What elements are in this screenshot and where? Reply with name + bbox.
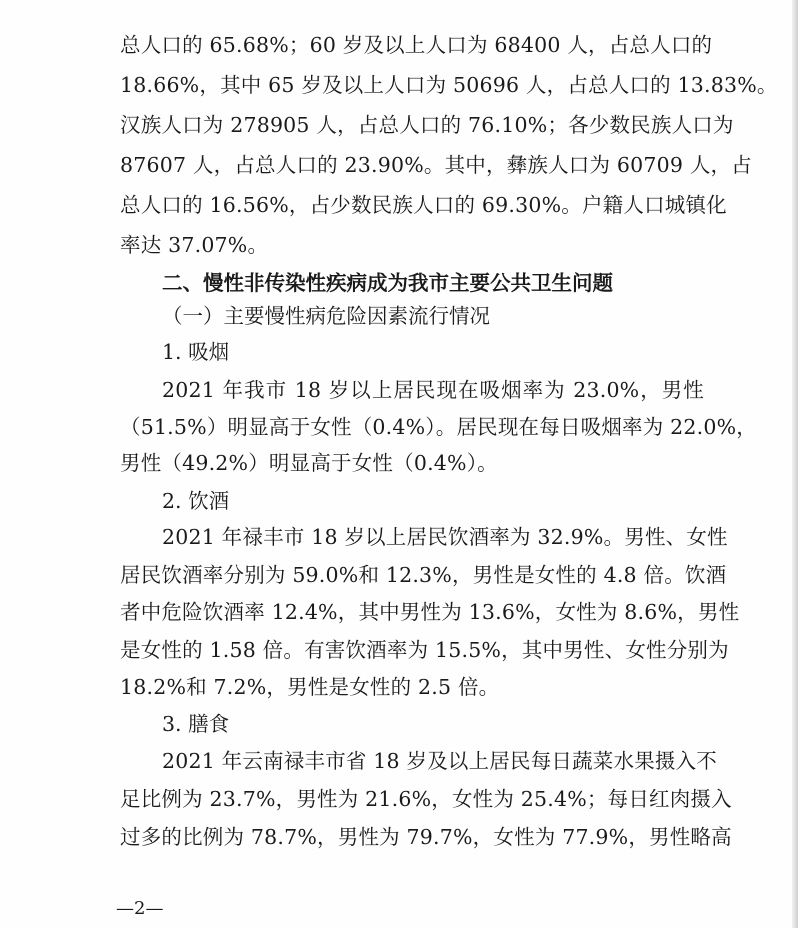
text-line: 2021 年我市 18 岁以上居民现在吸烟率为 23.0%，男性 [162, 378, 704, 402]
text-line: 者中危险饮酒率 12.4%，其中男性为 13.6%，女性为 8.6%，男性 [120, 600, 740, 624]
text-line: 18.66%，其中 65 岁及以上人口为 50696 人，占总人口的 13.83%。 [120, 73, 778, 97]
item-title-drinking: 2. 饮酒 [162, 489, 230, 513]
text-line: 汉族人口为 278905 人，占总人口的 76.10%；各少数民族人口为 [120, 113, 734, 137]
section-heading: 二、慢性非传染性疾病成为我市主要公共卫生问题 [162, 271, 613, 295]
text-line: 总人口的 16.56%，占少数民族人口的 69.30%。户籍人口城镇化 [120, 193, 727, 217]
text-line: 2021 年云南禄丰市省 18 岁及以上居民每日蔬菜水果摄入不 [162, 749, 718, 773]
text-line: 总人口的 65.68%；60 岁及以上人口为 68400 人，占总人口的 [120, 33, 713, 57]
item-title-diet: 3. 膳食 [162, 712, 230, 736]
text-line: 18.2%和 7.2%，男性是女性的 2.5 倍。 [120, 675, 500, 699]
subsection-heading: （一）主要慢性病危险因素流行情况 [162, 304, 490, 328]
text-line: 过多的比例为 78.7%，男性为 79.7%，女性为 77.9%，男性略高 [120, 825, 732, 849]
text-line: 87607 人，占总人口的 23.90%。其中，彝族人口为 60709 人，占 [120, 153, 752, 177]
text-line: 足比例为 23.7%，男性为 21.6%，女性为 25.4%；每日红肉摄入 [120, 787, 732, 811]
page-edge-shadow [792, 0, 798, 928]
text-line: 2021 年禄丰市 18 岁以上居民饮酒率为 32.9%。男性、女性 [162, 525, 728, 549]
page-number: —2— [116, 898, 164, 919]
text-line: 男性（49.2%）明显高于女性（0.4%）。 [120, 451, 498, 475]
text-line: 居民饮酒率分别为 59.0%和 12.3%，男性是女性的 4.8 倍。饮酒 [120, 563, 727, 587]
item-title-smoking: 1. 吸烟 [162, 340, 230, 364]
text-line: 率达 37.07%。 [120, 233, 269, 257]
text-line: 是女性的 1.58 倍。有害饮酒率为 15.5%，其中男性、女性分别为 [120, 638, 729, 662]
text-line: （51.5%）明显高于女性（0.4%）。居民现在每日吸烟率为 22.0%， [120, 415, 757, 439]
